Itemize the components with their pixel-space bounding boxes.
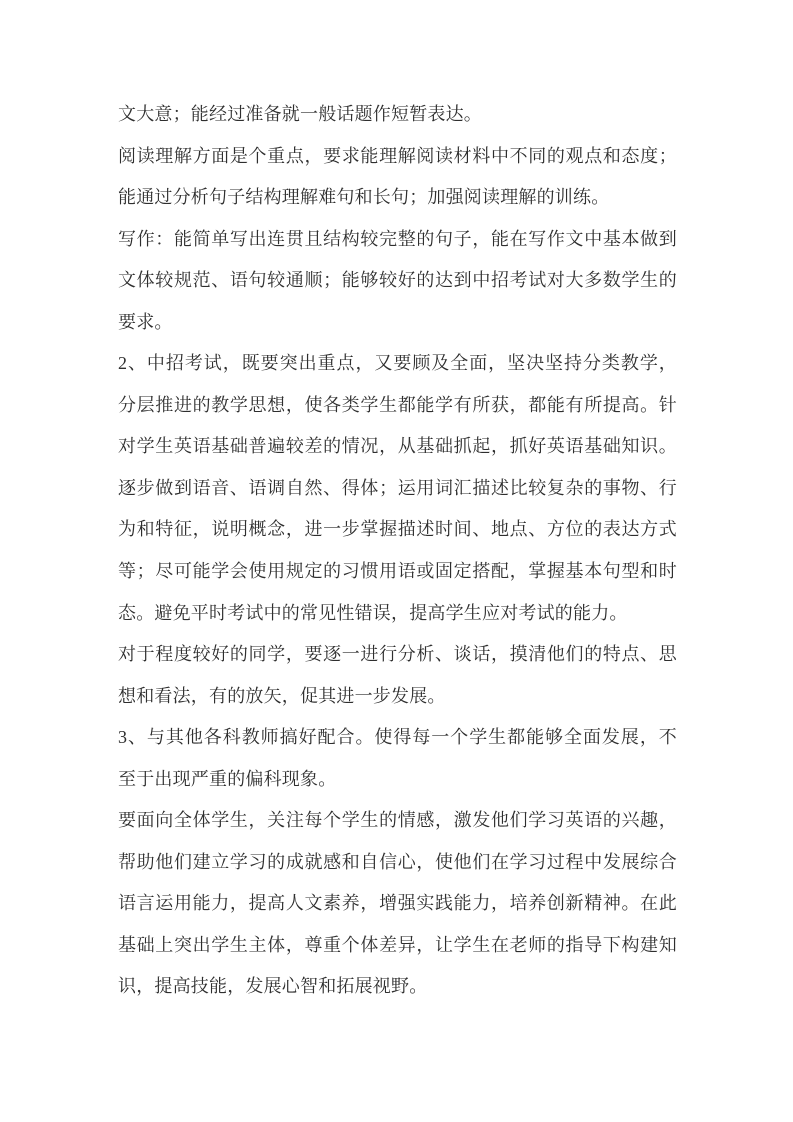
text-line: 阅读理解方面是个重点，要求能理解阅读材料中不同的观点和态度；: [118, 145, 677, 166]
text-line: 基础上突出学生主体，尊重个体差异，让学生在老师的指导下构建知: [118, 934, 677, 955]
text-line: 识，提高技能，发展心智和拓展视野。: [118, 976, 428, 997]
text-line: 分层推进的教学思想，使各类学生都能学有所获，都能有所提高。针: [118, 394, 677, 415]
text-line: 要求。: [118, 311, 173, 332]
text-line: 帮助他们建立学习的成就感和自信心，使他们在学习过程中发展综合: [118, 851, 677, 872]
text-line: 文体较规范、语句较通顺；能够较好的达到中招考试对大多数学生的: [118, 270, 677, 291]
document-text-block: [118, 94, 677, 1008]
text-line: 逐步做到语音、语调自然、得体；运用词汇描述比较复杂的事物、行: [118, 477, 677, 498]
text-line: 对于程度较好的同学，要逐一进行分析、谈话，摸清他们的特点、思: [118, 644, 677, 665]
text-line: 要面向全体学生，关注每个学生的情感，激发他们学习英语的兴趣，: [118, 810, 677, 831]
text-line: 至于出现严重的偏科现象。: [118, 768, 337, 789]
text-line: 能通过分析句子结构理解难句和长句；加强阅读理解的训练。: [118, 187, 610, 208]
text-line: 写作：能简单写出连贯且结构较完整的句子，能在写作文中基本做到: [118, 228, 677, 249]
text-line: 文大意；能经过准备就一般话题作短暂表达。: [118, 104, 482, 124]
text-line: 等；尽可能学会使用规定的习惯用语或固定搭配，掌握基本句型和时: [118, 561, 677, 582]
text-line: 3、与其他各科教师搞好配合。使得每一个学生都能够全面发展，不: [118, 727, 677, 748]
text-line: 对学生英语基础普遍较差的情况，从基础抓起，抓好英语基础知识。: [118, 436, 677, 457]
text-line: 态。避免平时考试中的常见性错误，提高学生应对考试的能力。: [118, 602, 628, 623]
text-line: 2、中招考试，既要突出重点，又要顾及全面，坚决坚持分类教学，: [118, 353, 677, 374]
text-line: 想和看法，有的放矢，促其进一步发展。: [118, 685, 446, 706]
text-line: 为和特征，说明概念，进一步掌握描述时间、地点、方位的表达方式: [118, 519, 677, 540]
text-line: 语言运用能力，提高人文素养，增强实践能力，培养创新精神。在此: [118, 893, 677, 914]
